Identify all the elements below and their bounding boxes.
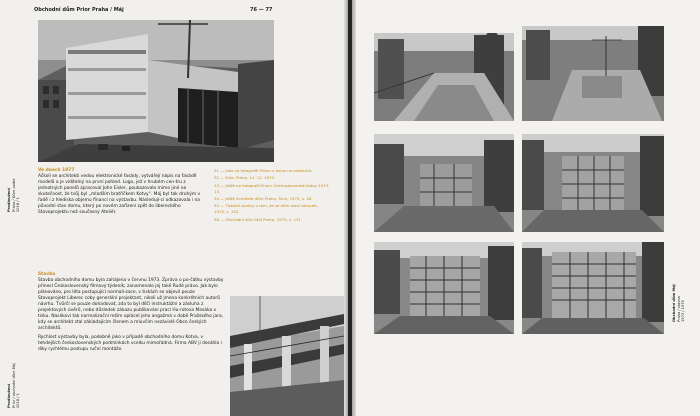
footnote: 33 — Ještě na fotografii Prioru Čechoslovenské Kotvy 1973, 13.: [214, 182, 330, 194]
left-page: [0, 0, 348, 416]
paragraph: Rychlost výstavby byla, podobně jako v případě obchodního domu Kotva, v tehdejších československých podmínkách vcelku mimořádná. Firma ABV ji dosáhla i díky rychlému postupu ruční montáže.: [38, 335, 222, 352]
section-heading: Stavba: [38, 272, 56, 277]
text-block-construction: [38, 272, 224, 356]
paragraph: Stavba obchodního domu byla zahájena v červnu 1973. Zpráva o po-čátku výstavby přinesl Československý filmový týdeník; zanamenalo jej také Rudé právo. Jak bylo plánováno, pro léta postupující normali-zace, v tiskách se objevil pouze Stavoprojekt Liberec coby generální projektant, nikoli už jmena konkrétních autorů návrhu. Tvůrčí se pouze dohadovat, zda to byl dílčí instruktážní a zásluha z projektových úvěrů, nebo důsledek zákazu publikování prací Hu-rotova Masáka v tisku. Nasákovi tak normalizační režim oplácel jeho angažmá v době Pražského jara, kdy se architekt stal základajícím členem a mluvčím nezávislé Obce českých architektů.: [38, 278, 224, 331]
construction-photo-2: [522, 26, 664, 121]
construction-photo-5: [374, 242, 514, 334]
right-page: [352, 0, 700, 416]
book-gutter: [344, 0, 356, 416]
section-heading: Ve dnech 1977: [38, 168, 75, 173]
side-caption-right: Obchodní dům Máj Praha / stavba 1973 / 1975: [672, 284, 685, 322]
running-title: Obchodní dům Prior Praha / Máj: [34, 7, 124, 13]
footnote: 36 — Obchodní dům Máj Praha, 1975, s. 131.: [214, 216, 303, 222]
footnotes: [214, 168, 330, 224]
paragraph: Ačkoli se architekti vedou elektronické fasády, vytvářejí nápis na fasádě modelů a je viditelný na první pohled. Logo, jež v hrubém cen-tru z jednotných panelů zpracoval John Eisler, poukazovalo mimo jiné na skutečnost, že tvůj byl „mladším bratříčkem Kotvy“. Máj byl tak druhým v řadě i z hlediska objemu financí na výstavbu. Následují-cí odkazovala i na původní stav domu, který po novém zařízení zpět do libereckého Stavoprojektu než současný Ateliér.: [38, 174, 201, 215]
side-caption-top: Prodloužení Praha / Dům podle 2018 / 1: [7, 178, 20, 212]
construction-photo-1: [374, 33, 514, 121]
construction-photo-4: [522, 134, 664, 232]
footnote: 34 — Ještě Architekt dům Praha, Štuk, 1975, s. 26.: [214, 195, 313, 201]
structure-detail-photo: [230, 296, 344, 416]
footnote: 32 — Foto. Práce, 14. 12. 1973.: [214, 175, 276, 181]
construction-photo-3: [374, 134, 514, 232]
side-caption-bottom: Prodloužení Prior / obchodní dům Máj 2018 / 1: [7, 363, 20, 408]
text-block-intro: [38, 168, 203, 219]
footnote: 31 — jako na fotografii Prioru v knize na ostatních.: [214, 168, 313, 173]
building-exterior-photo: [38, 20, 274, 162]
construction-photo-6: [522, 242, 664, 334]
footnote: 35 — Tiskové zprávy o tom, že se dům staví zároveň, 1974, s. 152.: [214, 203, 318, 215]
page-numbers: 76 — 77: [250, 7, 273, 13]
